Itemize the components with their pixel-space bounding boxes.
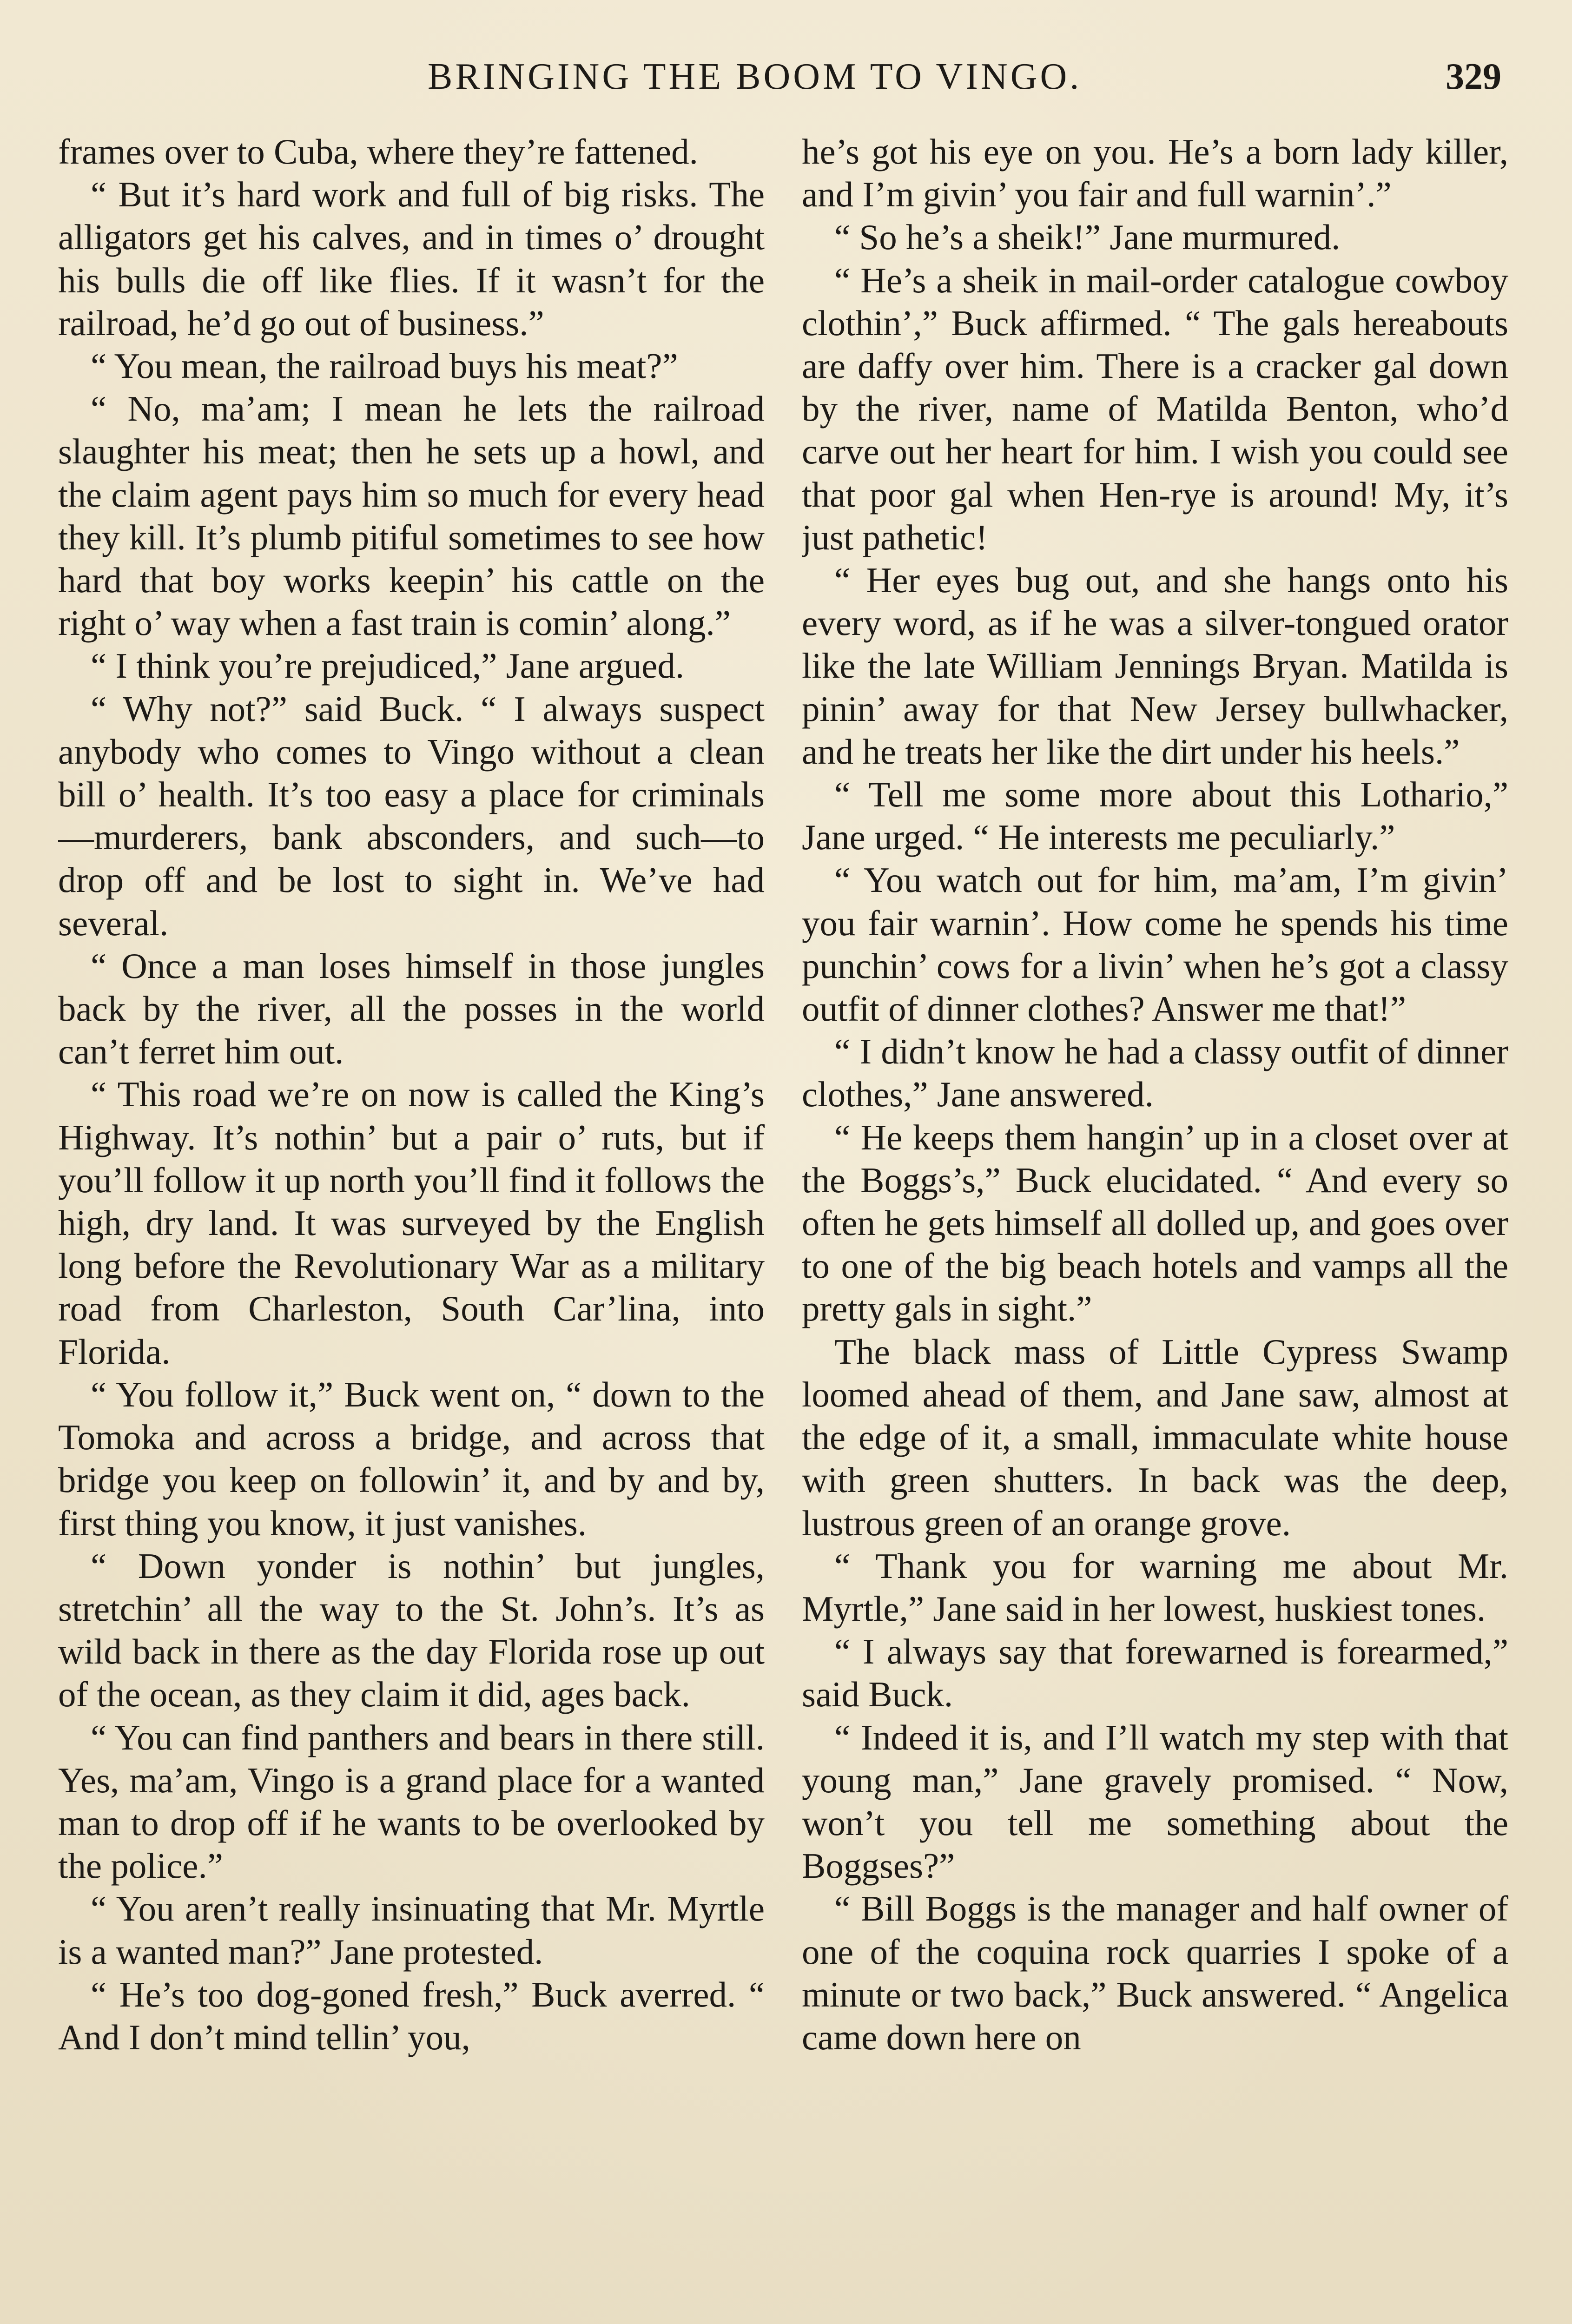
paragraph: “ I always say that forewarned is forearmed,” said Buck.	[802, 1631, 1508, 1715]
paragraph: “ You can find panthers and bears in there still. Yes, ma’am, Vingo is a grand place for a wanted man to drop off if he wants to be overlooked by the police.”	[58, 1717, 765, 1886]
paragraph: “ I think you’re prejudiced,” Jane argued.	[91, 646, 685, 686]
paragraph: “ Why not?” said Buck. “ I always suspect anybody who comes to Vingo without a clean bill o’ health. It’s too easy a place for criminals—murderers, bank absconders, and such—to drop off and be lost to sight in. We’ve had several.	[58, 688, 765, 943]
right-text-column	[802, 130, 1508, 2324]
paragraph: “ Once a man loses himself in those jungles back by the river, all the posses in the world can’t ferret him out.	[58, 945, 765, 1072]
left-text-column	[58, 130, 765, 2324]
paragraph: he’s got his eye on you. He’s a born lady killer, and I’m givin’ you fair and full warnin’.”	[802, 132, 1508, 215]
paragraph: “ You aren’t really insinuating that Mr. Myrtle is a wanted man?” Jane protested.	[58, 1888, 765, 1972]
paragraph: “ I didn’t know he had a classy outfit of dinner clothes,” Jane answered.	[802, 1031, 1508, 1115]
paragraph: “ Her eyes bug out, and she hangs onto his every word, as if he was a silver-tongued orator like the late William Jennings Bryan. Matilda is pinin’ away for that New Jersey bullwhacker, and he treats her like the dirt under his heels.”	[802, 560, 1508, 772]
paragraph: “ Indeed it is, and I’ll watch my step with that young man,” Jane gravely promised. “ Now, won’t you tell me something about the Boggses?”	[802, 1717, 1508, 1886]
paragraph: “ This road we’re on now is called the King’s Highway. It’s nothin’ but a pair o’ ruts, but if you’ll follow it up north you’ll find it follows the high, dry land. It was surveyed by the English long before the Revolutionary War as a military road from Charleston, South Car’lina, into Florida.	[58, 1074, 765, 1372]
paragraph: “ Bill Boggs is the manager and half owner of one of the coquina rock quarries I spoke of a minute or two back,” Buck answered. “ Angelica came down here on	[802, 1888, 1508, 2057]
paragraph: “ But it’s hard work and full of big risks. The alligators get his calves, and in times o’ drought his bulls die off like flies. If it wasn’t for the railroad, he’d go out of business.”	[58, 174, 765, 343]
paragraph: “ He’s too dog-goned fresh,” Buck averred. “ And I don’t mind tellin’ you,	[58, 1974, 765, 2057]
running-title: BRINGING THE BOOM TO VINGO.	[428, 56, 1082, 97]
page-number: 329	[1446, 56, 1501, 97]
paragraph: “ Down yonder is nothin’ but jungles, stretchin’ all the way to the St. John’s. It’s as wild back in there as the day Florida rose up out of the ocean, as they claim it did, ages back.	[58, 1545, 765, 1715]
paragraph: “ You follow it,” Buck went on, “ down to the Tomoka and across a bridge, and across that bridge you keep on followin’ it, and by and by, first thing you know, it just vanishes.	[58, 1374, 765, 1543]
paragraph: frames over to Cuba, where they’re fattened.	[58, 132, 698, 172]
paragraph: “ So he’s a sheik!” Jane murmured.	[834, 217, 1341, 257]
paragraph: “ He’s a sheik in mail-order catalogue cowboy clothin’,” Buck affirmed. “ The gals hereabouts are daffy over him. There is a cracker gal down by the river, name of Matilda Benton, who’d carve out her heart for him. I wish you could see that poor gal when Hen-rye is around! My, it’s just pathetic!	[802, 260, 1508, 557]
paragraph: “ He keeps them hangin’ up in a closet over at the Boggs’s,” Buck elucidated. “ And every so often he gets himself all dolled up, and goes over to one of the big beach hotels and vamps all the pretty gals in sight.”	[802, 1117, 1508, 1329]
running-header	[0, 49, 1572, 105]
paragraph: “ Thank you for warning me about Mr. Myrtle,” Jane said in her lowest, huskiest tones.	[802, 1545, 1508, 1629]
paragraph: “ You mean, the railroad buys his meat?”	[91, 346, 678, 386]
paragraph: “ No, ma’am; I mean he lets the railroad slaughter his meat; then he sets up a howl, and the claim agent pays him so much for every head they kill. It’s plumb pitiful sometimes to see how hard that boy works keepin’ his cattle on the right o’ way when a fast train is comin’ along.”	[58, 389, 765, 643]
paragraph: “ You watch out for him, ma’am, I’m givin’ you fair warnin’. How come he spends his time punchin’ cows for a livin’ when he’s got a classy outfit of dinner clothes? Answer me that!”	[802, 860, 1508, 1029]
paragraph: The black mass of Little Cypress Swamp loomed ahead of them, and Jane saw, almost at the edge of it, a small, immaculate white house with green shutters. In back was the deep, lustrous green of an orange grove.	[802, 1331, 1508, 1543]
paragraph: “ Tell me some more about this Lothario,” Jane urged. “ He interests me peculiarly.”	[802, 774, 1508, 858]
